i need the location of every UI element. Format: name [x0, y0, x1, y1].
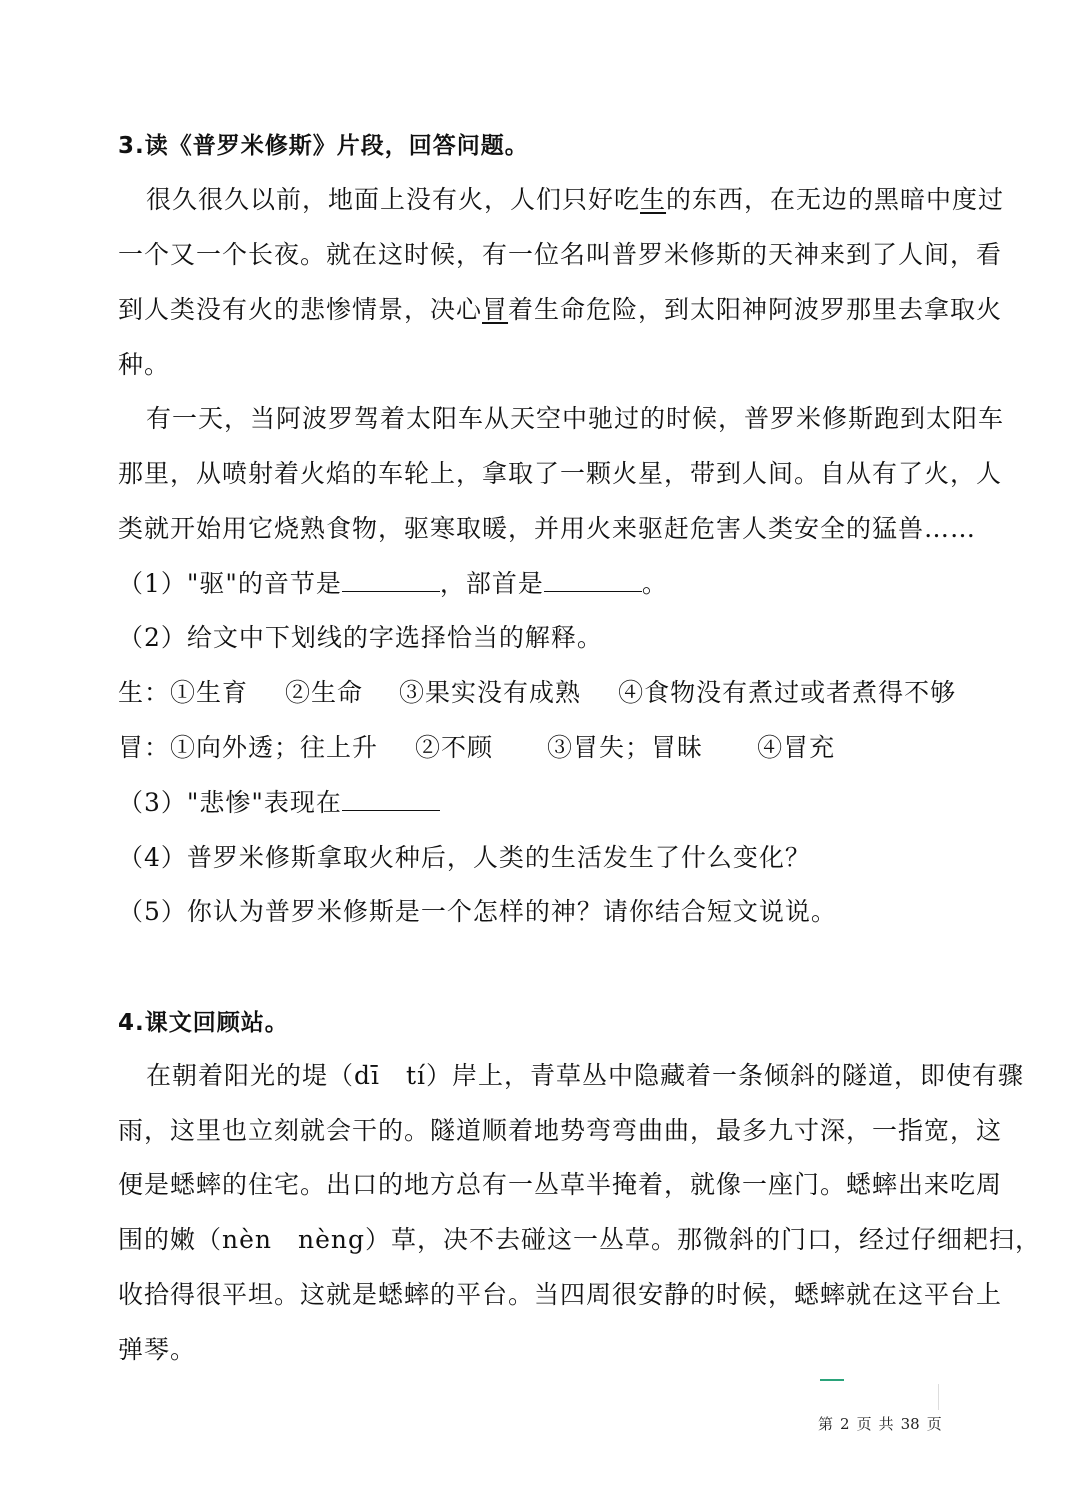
question-3-title: 3.读《普罗米修斯》片段，回答问题。: [118, 133, 529, 159]
option: ②生命: [285, 678, 364, 707]
passage-4-line-4: 围的嫩（nèn nèng）草，决不去碰这一丛草。那微斜的门口，经过仔细耙扫，: [118, 1225, 1042, 1254]
current-page: 2: [840, 1415, 850, 1433]
answer-blank-pinyin[interactable]: [342, 569, 440, 592]
sub-question-4: （4）普罗米修斯拿取火种后，人类的生活发生了什么变化？: [118, 843, 811, 872]
passage-1-line-2: 一个又一个长夜。就在这时候，有一位名叫普罗米修斯的天神来到了人间，看: [118, 240, 1003, 269]
option-label: 冒：: [118, 733, 171, 762]
passage-4-line-3: 便是蟋蟀的住宅。出口的地方总有一丛草半掩着，就像一座门。蟋蟀出来吃周: [118, 1170, 1003, 1199]
text: 页: [856, 1415, 872, 1433]
option: ④食物没有煮过或者煮得不够: [618, 678, 957, 707]
footer-divider: [938, 1384, 939, 1410]
text: 页: [926, 1415, 942, 1433]
text: 的东西，在无边的黑暗中度过: [666, 185, 1005, 214]
passage-2-line-2: 那里，从喷射着火焰的车轮上，拿取了一颗火星，带到人间。自从有了火，人: [118, 459, 1003, 488]
page-number: [818, 1414, 949, 1434]
passage-1-line-4: 种。: [118, 350, 171, 379]
text: ，部首是: [439, 569, 544, 598]
footer-accent-line: [820, 1379, 844, 1381]
option: ②不顾: [415, 733, 494, 762]
text: 共: [878, 1415, 894, 1433]
mao-options: [118, 733, 835, 763]
text: （3）"悲惨"表现在: [118, 788, 342, 817]
option: ④冒充: [757, 733, 836, 762]
text: 到人类没有火的悲惨情景，决心: [118, 295, 483, 324]
passage-2-line-3: 类就开始用它烧熟食物，驱寒取暖，并用火来驱赶危害人类安全的猛兽……: [118, 514, 977, 543]
sub-question-3: [118, 788, 440, 818]
passage-4-line-1: 在朝着阳光的堤（dī tí）岸上，青草丛中隐藏着一条倾斜的隧道，即使有骤: [146, 1061, 1025, 1090]
answer-blank-beican[interactable]: [342, 788, 440, 811]
passage-2-line-1: 有一天，当阿波罗驾着太阳车从天空中驰过的时候，普罗米修斯跑到太阳车: [146, 404, 1005, 433]
sub-question-1: [118, 569, 668, 599]
answer-blank-radical[interactable]: [544, 569, 642, 592]
total-pages: 38: [900, 1415, 920, 1433]
option: ①向外透；往上升: [170, 733, 379, 762]
text: 很久很久以前，地面上没有火，人们只好吃: [146, 185, 641, 214]
passage-4-line-6: 弹琴。: [118, 1335, 197, 1364]
sheng-options: [118, 678, 956, 708]
passage-1-line-1: [146, 185, 1004, 215]
text: 第: [818, 1415, 834, 1433]
passage-4-line-5: 收拾得很平坦。这就是蟋蟀的平台。当四周很安静的时候，蟋蟀就在这平台上: [118, 1280, 1003, 1309]
underlined-char-sheng: 生: [640, 185, 667, 214]
sub-question-2: （2）给文中下划线的字选择恰当的解释。: [118, 623, 603, 652]
question-4-title: 4.课文回顾站。: [118, 1010, 289, 1036]
sub-question-5: （5）你认为普罗米修斯是一个怎样的神？请你结合短文说说。: [118, 897, 837, 926]
text: 。: [641, 569, 668, 598]
option: ①生育: [170, 678, 249, 707]
text: 着生命危险，到太阳神阿波罗那里去拿取火: [508, 295, 1003, 324]
text: （1）"驱"的音节是: [118, 569, 342, 598]
passage-4-line-2: 雨，这里也立刻就会干的。隧道顺着地势弯弯曲曲，最多九寸深，一指宽，这: [118, 1116, 1003, 1145]
option: ③冒失；冒昧: [547, 733, 704, 762]
passage-1-line-3: [118, 295, 1002, 325]
option: ③果实没有成熟: [399, 678, 582, 707]
underlined-char-mao: 冒: [482, 295, 509, 324]
option-label: 生：: [118, 678, 171, 707]
